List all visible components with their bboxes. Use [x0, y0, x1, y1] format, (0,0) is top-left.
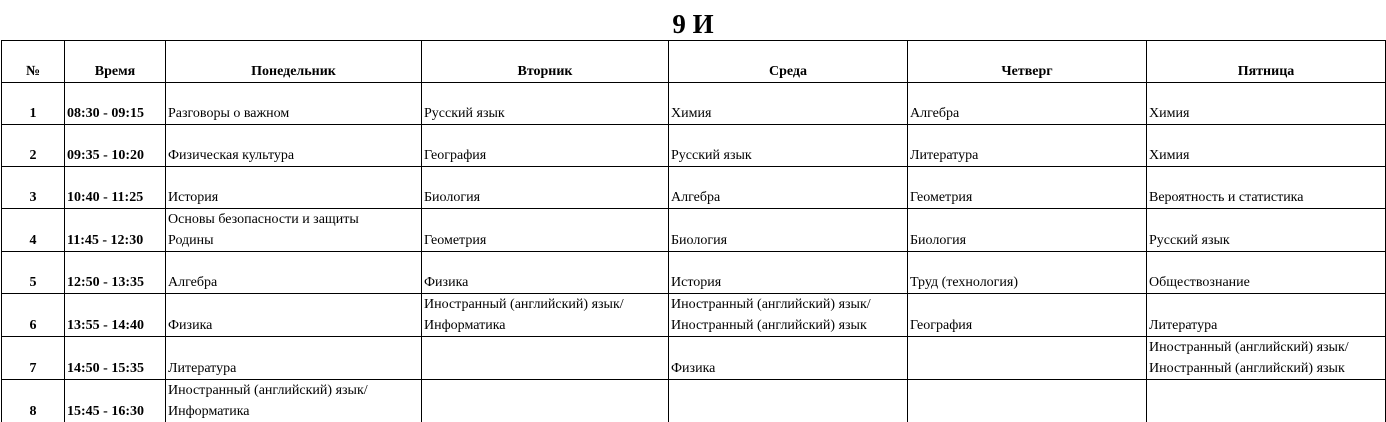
lesson-cell-tuesday [422, 125, 669, 167]
subject-text: География [910, 315, 1146, 336]
subject-text: Русский язык [1149, 230, 1385, 251]
header-row [2, 41, 1386, 83]
lesson-time: 08:30 - 09:15 [65, 83, 166, 125]
subject-text: Труд (технология) [910, 272, 1146, 293]
subject-text: Иностранный (английский) язык/ [1149, 337, 1385, 358]
lesson-cell-friday [1147, 294, 1386, 337]
lesson-cell-wednesday [669, 380, 908, 422]
table-row [2, 337, 1386, 380]
lesson-cell-monday [166, 252, 422, 294]
lesson-cell-wednesday [669, 209, 908, 252]
subject-text: Алгебра [910, 103, 1146, 124]
lesson-cell-friday [1147, 209, 1386, 252]
table-row [2, 83, 1386, 125]
lesson-cell-friday [1147, 380, 1386, 422]
lesson-cell-monday [166, 294, 422, 337]
subject-text: Химия [1149, 103, 1385, 124]
lesson-time: 09:35 - 10:20 [65, 125, 166, 167]
subject-text: Алгебра [671, 187, 907, 208]
lesson-time: 11:45 - 12:30 [65, 209, 166, 252]
lesson-time: 15:45 - 16:30 [65, 380, 166, 422]
subject-text: Информатика [424, 315, 668, 336]
lesson-cell-wednesday [669, 167, 908, 209]
lesson-cell-tuesday [422, 294, 669, 337]
header-tuesday: Вторник [422, 41, 669, 83]
subject-text: Вероятность и статистика [1149, 187, 1385, 208]
lesson-number: 2 [2, 125, 65, 167]
subject-text: Литература [168, 358, 421, 379]
lesson-cell-wednesday [669, 125, 908, 167]
lesson-cell-thursday [908, 294, 1147, 337]
lesson-cell-thursday [908, 125, 1147, 167]
subject-text: Иностранный (английский) язык [1149, 358, 1385, 379]
subject-text: Литература [910, 145, 1146, 166]
lesson-cell-tuesday [422, 380, 669, 422]
lesson-number: 8 [2, 380, 65, 422]
subject-text: Литература [1149, 315, 1385, 336]
lesson-time: 13:55 - 14:40 [65, 294, 166, 337]
lesson-number: 6 [2, 294, 65, 337]
subject-text: Физическая культура [168, 145, 421, 166]
lesson-cell-wednesday [669, 252, 908, 294]
table-row [2, 380, 1386, 422]
subject-text: Информатика [168, 401, 421, 422]
table-row [2, 294, 1386, 337]
header-time: Время [65, 41, 166, 83]
subject-text: Химия [1149, 145, 1385, 166]
lesson-number: 7 [2, 337, 65, 380]
lesson-cell-friday [1147, 167, 1386, 209]
subject-text: История [671, 272, 907, 293]
lesson-cell-tuesday [422, 83, 669, 125]
class-title: 9 И [0, 8, 1386, 40]
lesson-cell-tuesday [422, 337, 669, 380]
lesson-time: 10:40 - 11:25 [65, 167, 166, 209]
subject-text: Физика [168, 315, 421, 336]
lesson-cell-monday [166, 337, 422, 380]
subject-text: Родины [168, 230, 421, 251]
lesson-cell-friday [1147, 252, 1386, 294]
lesson-cell-monday [166, 209, 422, 252]
schedule-table [1, 40, 1386, 422]
lesson-cell-wednesday [669, 83, 908, 125]
header-monday: Понедельник [166, 41, 422, 83]
lesson-time: 12:50 - 13:35 [65, 252, 166, 294]
subject-text: Биология [424, 187, 668, 208]
header-num: № [2, 41, 65, 83]
schedule-body [2, 83, 1386, 422]
table-row [2, 125, 1386, 167]
subject-text: Иностранный (английский) язык/ [671, 294, 907, 315]
lesson-number: 5 [2, 252, 65, 294]
lesson-number: 4 [2, 209, 65, 252]
lesson-cell-thursday [908, 337, 1147, 380]
lesson-cell-monday [166, 380, 422, 422]
subject-text: Биология [671, 230, 907, 251]
lesson-cell-thursday [908, 83, 1147, 125]
subject-text: Алгебра [168, 272, 421, 293]
lesson-cell-monday [166, 125, 422, 167]
lesson-time: 14:50 - 15:35 [65, 337, 166, 380]
subject-text: Химия [671, 103, 907, 124]
subject-text: Основы безопасности и защиты [168, 209, 421, 230]
lesson-cell-thursday [908, 209, 1147, 252]
lesson-cell-thursday [908, 252, 1147, 294]
subject-text: Биология [910, 230, 1146, 251]
lesson-cell-friday [1147, 125, 1386, 167]
subject-text: Русский язык [424, 103, 668, 124]
subject-text: Обществознание [1149, 272, 1385, 293]
table-row [2, 209, 1386, 252]
lesson-cell-tuesday [422, 167, 669, 209]
lesson-cell-tuesday [422, 209, 669, 252]
subject-text: Геометрия [424, 230, 668, 251]
lesson-cell-monday [166, 167, 422, 209]
lesson-number: 3 [2, 167, 65, 209]
subject-text: Иностранный (английский) язык/ [424, 294, 668, 315]
subject-text: Физика [424, 272, 668, 293]
lesson-cell-friday [1147, 337, 1386, 380]
lesson-number: 1 [2, 83, 65, 125]
subject-text: Иностранный (английский) язык [671, 315, 907, 336]
table-row [2, 167, 1386, 209]
subject-text: Физика [671, 358, 907, 379]
subject-text: Разговоры о важном [168, 103, 421, 124]
subject-text: История [168, 187, 421, 208]
lesson-cell-friday [1147, 83, 1386, 125]
lesson-cell-thursday [908, 167, 1147, 209]
lesson-cell-wednesday [669, 294, 908, 337]
subject-text: Русский язык [671, 145, 907, 166]
lesson-cell-thursday [908, 380, 1147, 422]
table-row [2, 252, 1386, 294]
subject-text: Геометрия [910, 187, 1146, 208]
lesson-cell-tuesday [422, 252, 669, 294]
header-wednesday: Среда [669, 41, 908, 83]
lesson-cell-monday [166, 83, 422, 125]
lesson-cell-wednesday [669, 337, 908, 380]
header-thursday: Четверг [908, 41, 1147, 83]
subject-text: География [424, 145, 668, 166]
header-friday: Пятница [1147, 41, 1386, 83]
subject-text: Иностранный (английский) язык/ [168, 380, 421, 401]
